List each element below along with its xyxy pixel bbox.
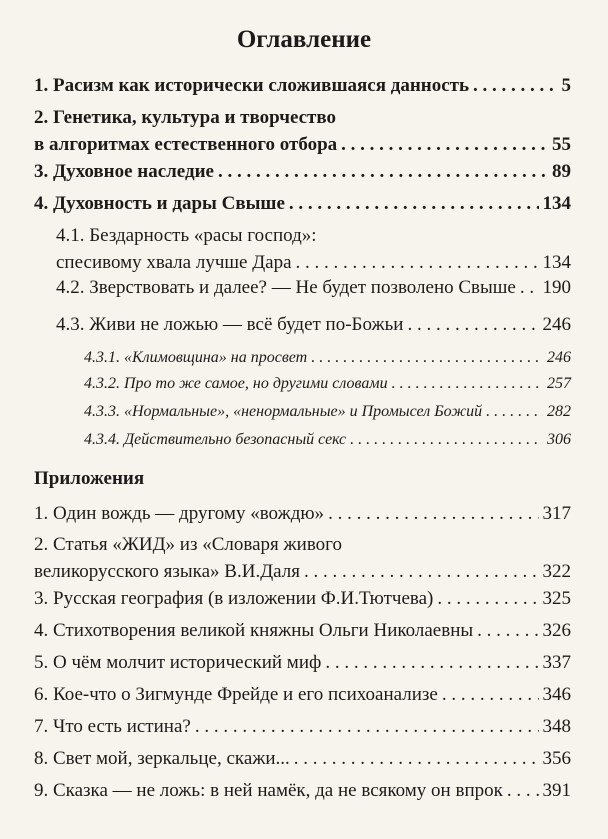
leader-dots [507, 777, 539, 804]
toc-entry-1[interactable] [34, 72, 571, 99]
entry-text: 2. Статья «ЖИД» из «Словаря живого [34, 534, 342, 555]
appendix-entry-1[interactable] [34, 500, 571, 527]
leader-dots [442, 681, 539, 708]
entry-text: в алгоритмах естественного отбора [34, 134, 338, 155]
page-number: 282 [547, 403, 571, 420]
appendix-entry-3[interactable] [34, 585, 571, 612]
page-number: 5 [561, 75, 571, 96]
page-number: 322 [542, 561, 571, 582]
page-number: 348 [542, 716, 571, 737]
appendix-entry-5[interactable] [34, 649, 571, 676]
entry-text: 4.3.4. Действительно безопасный секс [84, 431, 347, 448]
page-number: 246 [542, 314, 571, 335]
toc-entry-4-3-1[interactable] [84, 344, 571, 371]
appendix-heading: Приложения [34, 468, 145, 489]
entry-text: 8. Свет мой, зеркальце, скажи... [34, 748, 290, 769]
leader-dots [341, 131, 548, 158]
appendix-entry-9[interactable] [34, 777, 571, 804]
toc-entry-4-3-4[interactable] [84, 426, 571, 453]
toc-entry-4-3[interactable] [56, 311, 571, 338]
toc-entry-2[interactable] [34, 104, 571, 158]
page-number: 346 [542, 684, 571, 705]
entry-text: 6. Кое-что о Зигмунде Фрейде и его психоанализе [34, 684, 438, 705]
toc-entry-4-3-3[interactable] [84, 398, 571, 425]
entry-text: 4.1. Бездарность «расы господ»: [56, 225, 317, 246]
entry-text: спесивому хвала лучше Дара [56, 252, 292, 273]
entry-text: 1. Расизм как исторически сложившаяся данность [34, 75, 470, 96]
leader-dots [520, 274, 539, 301]
page-number: 190 [542, 277, 571, 298]
page-number: 257 [547, 375, 571, 392]
page-number: 55 [552, 134, 571, 155]
page-number: 356 [542, 748, 571, 769]
leader-dots [289, 190, 539, 217]
appendix-entry-6[interactable] [34, 681, 571, 708]
entry-text: 5. О чём молчит исторический миф [34, 652, 322, 673]
entry-text: великорусского языка» В.И.Даля [34, 561, 300, 582]
leader-dots [311, 344, 543, 371]
leader-dots [218, 158, 548, 185]
leader-dots [477, 617, 538, 644]
appendix-entry-4[interactable] [34, 617, 571, 644]
toc-entry-4-1[interactable] [56, 222, 571, 276]
appendix-entry-2[interactable] [34, 531, 571, 585]
page-number: 325 [542, 588, 571, 609]
page-number: 89 [552, 161, 571, 182]
leader-dots [296, 249, 539, 276]
entry-text: 4.2. Зверствовать и далее? — Не будет позволено Свыше [56, 277, 516, 298]
entry-text: 3. Духовное наследие [34, 161, 214, 182]
page-number: 326 [542, 620, 571, 641]
entry-text: 7. Что есть истина? [34, 716, 191, 737]
page-number: 317 [542, 503, 571, 524]
leader-dots [328, 500, 538, 527]
toc-entry-4[interactable] [34, 190, 571, 217]
leader-dots [350, 426, 543, 453]
page-number: 134 [542, 193, 571, 214]
leader-dots [294, 745, 539, 772]
appendix-entry-7[interactable] [34, 713, 571, 740]
entry-text: 9. Сказка — не ложь: в ней намёк, да не всякому он впрок [34, 780, 503, 801]
entry-text: 4. Стихотворения великой княжны Ольги Николаевны [34, 620, 474, 641]
toc-entry-4-2[interactable] [56, 274, 571, 301]
page-title: Оглавление [236, 26, 372, 53]
leader-dots [437, 585, 538, 612]
entry-text: 3. Русская география (в изложении Ф.И.Тютчева) [34, 588, 434, 609]
leader-dots [407, 311, 538, 338]
page-number: 337 [542, 652, 571, 673]
entry-text: 1. Один вождь — другому «вождю» [34, 503, 325, 524]
leader-dots [473, 72, 557, 99]
leader-dots [325, 649, 538, 676]
entry-text: 4.3.1. «Климовщина» на просвет [84, 349, 308, 366]
entry-text: 4.3. Живи не ложью — всё будет по-Божьи [56, 314, 404, 335]
toc-entry-3[interactable] [34, 158, 571, 185]
leader-dots [304, 558, 539, 585]
entry-text: 4. Духовность и дары Свыше [34, 193, 285, 214]
leader-dots [486, 398, 543, 425]
leader-dots [392, 370, 543, 397]
page-number: 246 [547, 349, 571, 366]
appendix-entry-8[interactable] [34, 745, 571, 772]
entry-text: 2. Генетика, культура и творчество [34, 107, 337, 128]
page-number: 134 [542, 252, 571, 273]
entry-text: 4.3.3. «Нормальные», «ненормальные» и Промысел Божий [84, 403, 483, 420]
leader-dots [195, 713, 539, 740]
toc-entry-4-3-2[interactable] [84, 370, 571, 397]
entry-text: 4.3.2. Про то же самое, но другими словами [84, 375, 388, 392]
page-number: 306 [547, 431, 571, 448]
page-number: 391 [542, 780, 571, 801]
